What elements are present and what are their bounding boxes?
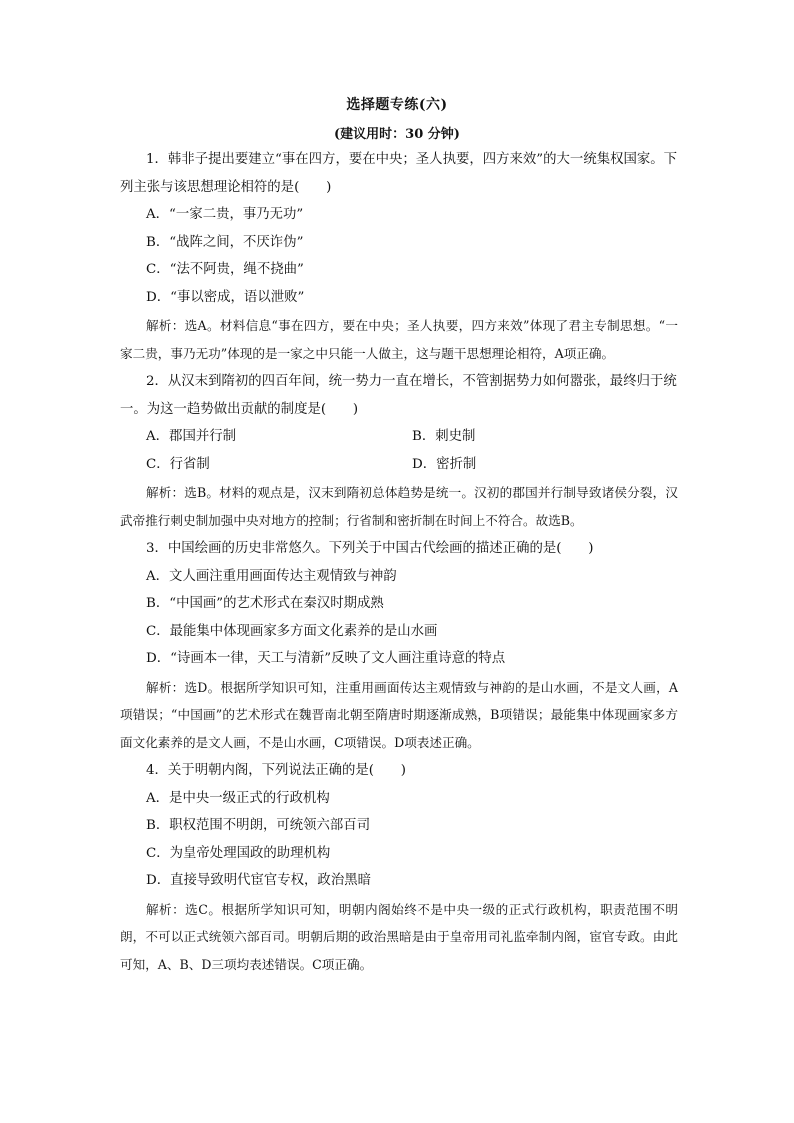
option-b: B．“中国画”的艺术形式在秦汉时期成熟 <box>146 596 384 611</box>
question-2 <box>120 368 678 534</box>
answer-analysis: 解析：选A。材料信息“事在四方，要在中央；圣人执要，四方来效”体现了君主专制思想。“一家二贵，事乃无功”体现的是一家之中只能一人做主，这与题干思想理论相符，A项正确。 <box>120 318 678 361</box>
option-d: D．直接导致明代宦官专权，政治黑暗 <box>146 873 371 888</box>
option-row <box>120 451 678 479</box>
question-1 <box>120 146 678 367</box>
question-stem: 4．关于明朝内阁，下列说法正确的是( ) <box>146 763 406 778</box>
time-suggestion: (建议用时：30 分钟) <box>334 127 460 142</box>
answer-analysis: 解析：选D。根据所学知识可知，注重用画面传达主观情致与神韵的是山水画，不是文人画，A项错误；“中国画”的艺术形式在魏晋南北朝至隋唐时期逐渐成熟，B项错误；最能集中体现画家多方面文化素养的是文人画，不是山水画，C项错误。D项表述正确。 <box>120 679 678 750</box>
option-c: C．最能集中体现画家多方面文化素养的是山水画 <box>146 623 438 639</box>
option-b: B．刺史制 <box>412 429 476 444</box>
answer-analysis: 解析：选B。材料的观点是，汉末到隋初总体趋势是统一。汉初的郡国并行制导致诸侯分裂，汉武帝推行刺史制加强中央对地方的控制；行省制和密折制在时间上不符合。故选B。 <box>120 485 678 528</box>
option-a: A．文人画注重用画面传达主观情致与神韵 <box>146 568 397 584</box>
option-b: B．职权范围不明朗，可统领六部百司 <box>146 818 371 833</box>
option-a: A．是中央一级正式的行政机构 <box>146 790 330 806</box>
option-a: A．郡国并行制 <box>146 429 237 444</box>
option-c: C．“法不阿贵，绳不挠曲” <box>146 262 304 277</box>
option-d: D．“诗画本一律，天工与清新”反映了文人画注重诗意的特点 <box>146 651 506 666</box>
option-c: C．为皇帝处理国政的助理机构 <box>146 845 331 861</box>
question-4 <box>120 757 678 978</box>
question-3 <box>120 535 678 756</box>
question-stem: 3．中国绘画的历史非常悠久。下列关于中国古代绘画的描述正确的是( ) <box>146 541 594 556</box>
option-c: C．行省制 <box>146 456 210 472</box>
page-title: 选择题专练(六) <box>346 97 448 113</box>
question-list <box>120 146 678 979</box>
option-a: A．“一家二贵，事乃无功” <box>146 207 304 222</box>
answer-analysis: 解析：选C。根据所学知识可知，明朝内阁始终不是中央一级的正式行政机构，职责范围不明朗，不可以正式统领六部百司。明朝后期的政治黑暗是由于皇帝用司礼监牵制内阁，宦官专政。由此可知，A、B、D三项均表述错误。C项正确。 <box>120 901 678 972</box>
option-d: D．密折制 <box>412 456 477 472</box>
question-stem: 1．韩非子提出要建立“事在四方，要在中央；圣人执要，四方来效”的大一统集权国家。下列主张与该思想理论相符的是( ) <box>120 152 678 195</box>
option-b: B．“战阵之间，不厌诈伪” <box>146 234 304 250</box>
option-d: D．“事以密成，语以泄败” <box>146 289 305 305</box>
option-row <box>120 423 678 451</box>
question-stem: 2．从汉末到隋初的四百年间，统一势力一直在增长，不管割据势力如何嚣张，最终归于统一。为这一趋势做出贡献的制度是( ) <box>120 374 677 417</box>
